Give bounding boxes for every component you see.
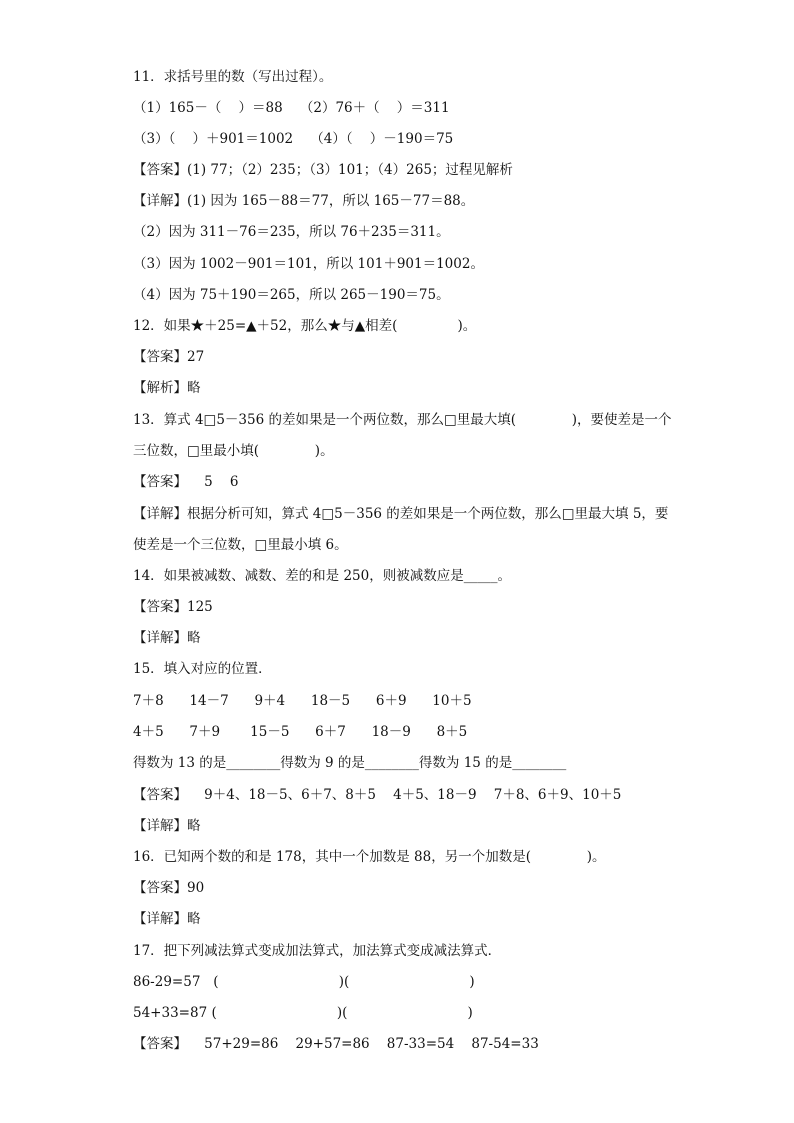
q14-answer: 【答案】125 bbox=[133, 599, 213, 615]
q15-explain: 【详解】略 bbox=[133, 818, 201, 834]
q16-explain: 【详解】略 bbox=[133, 911, 201, 927]
q13-title-2: 三位数，□里最小填( )。 bbox=[133, 443, 334, 459]
q13-explain-1: 【详解】根据分析可知，算式 4□5－356 的差如果是一个两位数，那么□里最大填 5，要 bbox=[133, 506, 669, 522]
q12-title: 12．如果★＋25=▲＋52，那么★与▲相差( )。 bbox=[133, 318, 477, 334]
q11-explain-3: （3）因为 1002－901＝101，所以 101＋901＝1002。 bbox=[133, 256, 484, 272]
q11-explain-2: （2）因为 311－76＝235，所以 76＋235＝311。 bbox=[133, 224, 450, 240]
q11-answer: 【答案】(1) 77；（2）235；（3）101；（4）265；过程见解析 bbox=[133, 162, 513, 178]
q15-title: 15．填入对应的位置． bbox=[133, 661, 272, 677]
q11-explain-4: （4）因为 75＋190＝265，所以 265－190＝75。 bbox=[133, 287, 450, 303]
q14-explain: 【详解】略 bbox=[133, 630, 201, 646]
q11-explain-1: 【详解】(1) 因为 165－88＝77，所以 165－77＝88。 bbox=[133, 193, 475, 209]
q12-explain: 【解析】略 bbox=[133, 380, 201, 396]
q16-answer: 【答案】90 bbox=[133, 880, 205, 896]
q12-answer: 【答案】27 bbox=[133, 349, 205, 365]
q16-title: 16．已知两个数的和是 178，其中一个加数是 88，另一个加数是( )。 bbox=[133, 849, 606, 865]
q15-row-2: 4＋5 7＋9 15－5 6＋7 18－9 8＋5 bbox=[133, 724, 468, 740]
q17-answer: 【答案】 57+29=86 29+57=86 87-33=54 87-54=33 bbox=[133, 1036, 539, 1052]
q13-answer: 【答案】 5 6 bbox=[133, 474, 239, 490]
q17-title: 17．把下列减法算式变成加法算式，加法算式变成减法算式． bbox=[133, 943, 502, 959]
q13-title-1: 13．算式 4□5－356 的差如果是一个两位数，那么□里最大填( )，要使差是一个 bbox=[133, 412, 672, 428]
q17-line-2: 54+33=87 ( )( ) bbox=[133, 1005, 473, 1021]
q15-blanks: 得数为 13 的是________得数为 9 的是________得数为 15 的是________ bbox=[133, 755, 567, 771]
q11-title: 11．求括号里的数（写出过程）。 bbox=[133, 69, 333, 85]
q15-row-1: 7＋8 14－7 9＋4 18－5 6＋9 10＋5 bbox=[133, 693, 472, 709]
q11-part-3-4: （3）（ ）＋901＝1002 （4）（ ）－190＝75 bbox=[133, 131, 454, 147]
q11-part-1-2: （1）165－（ ）＝88 （2）76＋（ ）＝311 bbox=[133, 100, 450, 116]
q15-answer: 【答案】 9＋4、18－5、6＋7、8＋5 4＋5、18－9 7＋8、6＋9、10＋5 bbox=[133, 787, 622, 803]
q13-explain-2: 使差是一个三位数，□里最小填 6。 bbox=[133, 537, 348, 553]
q14-title: 14．如果被减数、减数、差的和是 250，则被减数应是_____。 bbox=[133, 568, 511, 584]
q17-line-1: 86-29=57 ( )( ) bbox=[133, 974, 475, 990]
